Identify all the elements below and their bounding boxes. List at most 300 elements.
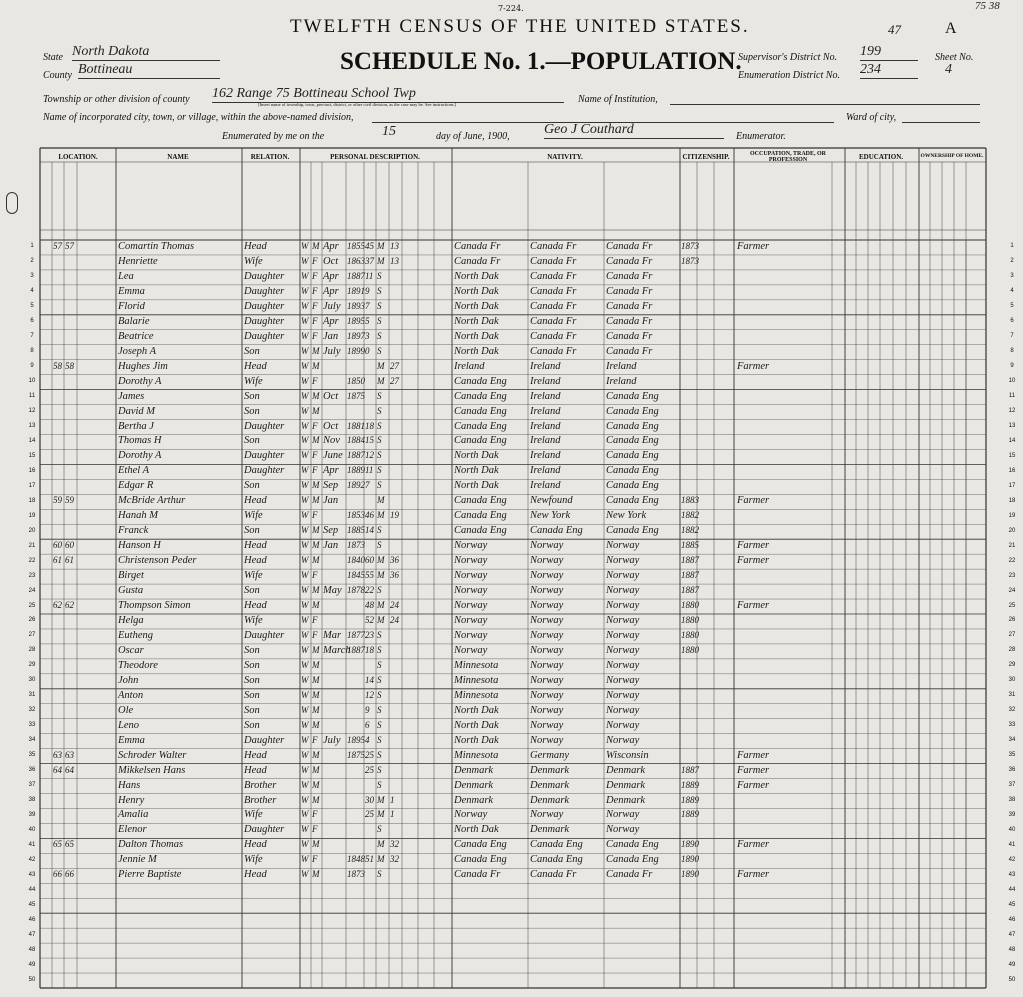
cell-b2: Norway xyxy=(530,540,564,552)
row-number: 50 xyxy=(28,976,36,983)
cell-year: 1887 xyxy=(347,644,365,655)
cell-b3: Canada Fr xyxy=(606,869,653,881)
cell-b2: Denmark xyxy=(530,824,570,836)
row-number: 21 xyxy=(1008,542,1016,549)
cell-color: W xyxy=(301,585,309,596)
cell-yrs: 19 xyxy=(390,510,399,521)
cell-month: Jan xyxy=(323,495,339,507)
cell-b1: Norway xyxy=(454,629,488,641)
cell-age: 5 xyxy=(365,315,370,326)
cell-b2: Norway xyxy=(530,674,564,686)
cell-b1: North Dak xyxy=(454,345,499,357)
cell-b3: Canada Eng xyxy=(606,420,659,432)
cell-b2: Ireland xyxy=(530,360,561,372)
cell-color: W xyxy=(301,749,309,760)
cell-color: W xyxy=(301,255,309,266)
cell-sex: M xyxy=(312,674,320,685)
cell-b1: North Dak xyxy=(454,734,499,746)
cell-dw: 57 xyxy=(53,241,62,251)
cell-rel: Wife xyxy=(244,375,263,387)
cell-b3: Denmark xyxy=(606,794,646,806)
row-number: 45 xyxy=(1008,901,1016,908)
cell-rel: Brother xyxy=(244,779,277,791)
supervisor-label: Supervisor's District No. xyxy=(738,52,838,63)
cell-sex: M xyxy=(312,555,320,566)
row-number: 4 xyxy=(1010,288,1014,295)
cell-b1: Canada Eng xyxy=(454,525,507,537)
cell-yrs: 13 xyxy=(390,255,399,266)
form-number: 7-224. xyxy=(498,4,524,13)
row-number: 17 xyxy=(28,482,36,489)
cell-name: David M xyxy=(118,405,156,417)
corner-number: 47 xyxy=(888,22,901,37)
row-number: 49 xyxy=(1008,961,1016,968)
cell-color: W xyxy=(301,241,309,251)
cell-sex: M xyxy=(312,644,320,655)
cell-sex: M xyxy=(312,659,320,670)
cell-sex: M xyxy=(312,585,320,596)
cell-fam: 66 xyxy=(65,869,74,880)
cell-age: 0 xyxy=(365,345,370,356)
cell-color: W xyxy=(301,809,309,820)
cell-rel: Son xyxy=(244,704,260,716)
cell-b3: Canada Eng xyxy=(606,525,659,537)
cell-b2: Norway xyxy=(530,600,564,612)
cell-rel: Daughter xyxy=(244,420,285,432)
cell-mar: M xyxy=(377,241,385,251)
row-number: 29 xyxy=(1008,662,1016,669)
cell-color: W xyxy=(301,600,309,611)
cell-b2: Canada Fr xyxy=(530,330,577,342)
cell-yrs: 36 xyxy=(390,570,399,581)
cell-year: 1892 xyxy=(347,480,365,491)
cell-color: W xyxy=(301,360,309,371)
row-number: 42 xyxy=(1008,856,1016,863)
cell-b2: Ireland xyxy=(530,465,561,477)
cell-rel: Wife xyxy=(244,255,263,267)
cell-mar: S xyxy=(377,659,382,670)
cell-sex: F xyxy=(312,255,318,266)
cell-mar: M xyxy=(377,570,385,581)
cell-month: July xyxy=(323,734,341,746)
cell-b2: Norway xyxy=(530,585,564,597)
cell-imm: 1882 xyxy=(681,510,699,521)
cell-rel: Head xyxy=(244,839,267,851)
cell-rel: Head xyxy=(244,540,267,552)
cell-age: 22 xyxy=(365,585,374,596)
cell-occ: Farmer xyxy=(737,600,770,612)
cell-b2: Norway xyxy=(530,719,564,731)
cell-name: Schroder Walter xyxy=(118,749,187,761)
cell-fam: 63 xyxy=(65,749,74,760)
row-number: 35 xyxy=(1008,752,1016,759)
cell-color: W xyxy=(301,510,309,521)
cell-age: 45 xyxy=(365,241,374,251)
cell-b2: Denmark xyxy=(530,764,570,776)
row-number: 19 xyxy=(1008,512,1016,519)
row-number: 48 xyxy=(28,946,36,953)
enumerator-label: Enumerator. xyxy=(736,131,786,142)
cell-b2: Ireland xyxy=(530,420,561,432)
row-number: 11 xyxy=(1008,393,1016,400)
cell-sex: F xyxy=(312,809,318,820)
cell-name: Dorothy A xyxy=(118,375,162,387)
cell-age: 7 xyxy=(365,300,370,311)
cell-age: 51 xyxy=(365,854,374,865)
row-number: 11 xyxy=(28,393,36,400)
cell-year: 1887 xyxy=(347,270,365,281)
cell-sex: F xyxy=(312,420,318,431)
cell-age: 14 xyxy=(365,525,374,536)
cell-name: Comartin Thomas xyxy=(118,241,195,252)
enumeration-label: Enumeration District No. xyxy=(738,70,840,81)
cell-mar: S xyxy=(377,285,382,296)
cell-fam: 64 xyxy=(65,764,74,775)
row-number: 13 xyxy=(28,423,36,429)
row-number: 22 xyxy=(1008,557,1016,564)
cell-b1: North Dak xyxy=(454,285,499,297)
cell-age: 6 xyxy=(365,719,370,730)
cell-fam: 61 xyxy=(65,555,74,566)
cell-month: Apr xyxy=(323,285,339,297)
cell-imm: 1890 xyxy=(681,854,699,865)
cell-b1: Norway xyxy=(454,600,488,612)
institution-label: Name of Institution, xyxy=(578,94,658,105)
header-citizenship: CITIZENSHIP. xyxy=(682,153,730,161)
cell-name: Hans xyxy=(118,779,141,791)
cell-b1: Minnesota xyxy=(454,674,499,686)
cell-name: Lea xyxy=(118,270,134,282)
cell-name: Henriette xyxy=(118,255,158,267)
cell-b1: North Dak xyxy=(454,300,499,312)
cell-b3: Norway xyxy=(606,600,640,612)
cell-month: Mar xyxy=(323,629,342,641)
cell-year: 1895 xyxy=(347,734,365,745)
cell-mar: M xyxy=(377,495,385,506)
cell-b3: Canada Fr xyxy=(606,330,653,342)
cell-b1: North Dak xyxy=(454,704,499,716)
cell-yrs: 27 xyxy=(390,375,399,386)
cell-age: 7 xyxy=(365,480,370,491)
row-number: 21 xyxy=(28,542,36,549)
cell-color: W xyxy=(301,390,309,401)
cell-mar: S xyxy=(377,674,382,685)
cell-mar: S xyxy=(377,420,382,431)
cell-sex: M xyxy=(312,495,320,506)
row-number: 4 xyxy=(30,288,34,295)
cell-b2: Canada Fr xyxy=(530,270,577,282)
cell-year: 1885 xyxy=(347,525,365,536)
cell-b2: Ireland xyxy=(530,435,561,447)
cell-b1: Canada Fr xyxy=(454,241,501,252)
cell-year: 1855 xyxy=(347,241,365,251)
cell-name: Dorothy A xyxy=(118,450,162,462)
cell-age: 11 xyxy=(365,465,374,476)
cell-imm: 1883 xyxy=(681,495,699,506)
cell-month: Apr xyxy=(323,270,339,282)
cell-b3: Wisconsin xyxy=(606,749,649,761)
cell-sex: F xyxy=(312,615,318,625)
cell-b2: Ireland xyxy=(530,390,561,402)
cell-b2: Canada Eng xyxy=(530,525,583,537)
cell-age: 52 xyxy=(365,615,374,625)
cell-name: Amalia xyxy=(118,809,149,821)
cell-year: 1873 xyxy=(347,540,365,551)
cell-mar: S xyxy=(377,525,382,536)
cell-color: W xyxy=(301,764,309,775)
row-number: 47 xyxy=(1008,931,1016,938)
cell-month: Apr xyxy=(323,315,339,327)
cell-name: Ole xyxy=(118,704,134,716)
row-number: 6 xyxy=(1010,318,1014,325)
cell-color: W xyxy=(301,435,309,446)
header-ownership: OWNERSHIP OF HOME. xyxy=(920,153,984,159)
row-number: 17 xyxy=(1008,482,1016,489)
cell-imm: 1873 xyxy=(681,255,699,266)
row-number: 24 xyxy=(1008,587,1016,594)
cell-occ: Farmer xyxy=(737,555,770,567)
cell-b2: New York xyxy=(530,510,571,522)
cell-rel: Wife xyxy=(244,615,263,626)
cell-yrs: 13 xyxy=(390,241,399,251)
row-number: 16 xyxy=(28,467,36,474)
cell-fam: 60 xyxy=(65,540,74,551)
state-label: State xyxy=(43,52,63,63)
cell-yrs: 24 xyxy=(390,615,399,625)
cell-dw: 60 xyxy=(53,540,62,551)
cell-color: W xyxy=(301,734,309,745)
cell-age: 30 xyxy=(365,794,374,805)
cell-b2: Canada Fr xyxy=(530,241,577,252)
cell-b2: Ireland xyxy=(530,480,561,492)
row-number: 3 xyxy=(30,273,34,280)
corner-letter: A xyxy=(945,20,957,37)
cell-rel: Son xyxy=(244,674,260,686)
cell-age: 3 xyxy=(365,330,370,341)
cell-rel: Wife xyxy=(244,809,263,821)
cell-name: Emma xyxy=(118,285,145,297)
row-number: 31 xyxy=(1008,692,1016,699)
cell-b3: Canada Eng xyxy=(606,450,659,462)
cell-age: 18 xyxy=(365,644,374,655)
row-number: 22 xyxy=(28,557,36,564)
cell-b1: North Dak xyxy=(454,270,499,282)
cell-b3: Norway xyxy=(606,674,640,686)
cell-dw: 65 xyxy=(53,839,62,850)
row-number: 37 xyxy=(1008,782,1016,789)
row-number: 7 xyxy=(30,333,34,340)
cell-b2: Denmark xyxy=(530,779,570,791)
cell-age: 46 xyxy=(365,510,374,521)
cell-color: W xyxy=(301,869,309,880)
cell-mar: M xyxy=(377,615,385,625)
header-occupation: OCCUPATION, TRADE, OR PROFESSION xyxy=(749,151,826,163)
cell-fam: 62 xyxy=(65,600,74,611)
row-number: 9 xyxy=(1010,363,1014,370)
supervisor-value: 199 xyxy=(860,44,918,61)
cell-mar: S xyxy=(377,345,382,356)
cell-b1: Norway xyxy=(454,570,488,582)
cell-b3: Norway xyxy=(606,824,640,836)
cell-b2: Norway xyxy=(530,704,564,716)
cell-dw: 59 xyxy=(53,495,62,506)
cell-b1: Minnesota xyxy=(454,659,499,671)
cell-dw: 58 xyxy=(53,360,62,371)
cell-b1: Canada Eng xyxy=(454,405,507,417)
cell-b2: Canada Fr xyxy=(530,315,577,327)
cell-name: John xyxy=(118,674,139,686)
cell-year: 1891 xyxy=(347,285,365,296)
cell-occ: Farmer xyxy=(737,869,770,881)
cell-b1: Ireland xyxy=(454,360,485,372)
cell-b1: Minnesota xyxy=(454,689,499,701)
sheet-value: 4 xyxy=(945,62,952,77)
cell-name: Elenor xyxy=(118,824,147,836)
cell-rel: Head xyxy=(244,495,267,507)
cell-rel: Daughter xyxy=(244,629,285,641)
cell-sex: F xyxy=(312,570,318,581)
cell-b2: Ireland xyxy=(530,405,561,417)
cell-color: W xyxy=(301,794,309,805)
state-value: North Dakota xyxy=(72,44,220,61)
row-number: 5 xyxy=(1010,303,1014,310)
cell-age: 9 xyxy=(365,704,370,715)
cell-name: Edgar R xyxy=(118,480,154,492)
cell-sex: F xyxy=(312,315,318,326)
cell-sex: M xyxy=(312,480,320,491)
cell-yrs: 1 xyxy=(390,809,395,820)
cell-color: W xyxy=(301,285,309,296)
row-number: 20 xyxy=(28,527,36,534)
enumerated-day: 15 xyxy=(382,124,396,139)
cell-imm: 1882 xyxy=(681,525,699,536)
cell-month: Oct xyxy=(323,390,339,402)
row-number: 20 xyxy=(1008,527,1016,534)
cell-rel: Son xyxy=(244,659,260,671)
row-number: 15 xyxy=(1008,452,1016,459)
cell-sex: M xyxy=(312,764,320,775)
cell-sex: M xyxy=(312,779,320,790)
cell-b3: Norway xyxy=(606,704,640,716)
cell-name: Thompson Simon xyxy=(118,600,191,612)
cell-b3: Norway xyxy=(606,719,640,731)
cell-imm: 1880 xyxy=(681,629,699,640)
cell-b1: Denmark xyxy=(454,764,494,776)
cell-name: Gusta xyxy=(118,585,144,597)
cell-year: 1881 xyxy=(347,420,365,431)
row-number: 34 xyxy=(1008,737,1016,744)
cell-color: W xyxy=(301,465,309,476)
cell-mar: S xyxy=(377,824,382,835)
cell-b3: Canada Eng xyxy=(606,839,659,851)
cell-b3: Norway xyxy=(606,734,640,746)
cell-b3: Canada Eng xyxy=(606,405,659,417)
cell-mar: M xyxy=(377,839,385,850)
cell-color: W xyxy=(301,525,309,536)
cell-age: 9 xyxy=(365,285,370,296)
cell-name: Florid xyxy=(118,300,145,312)
cell-imm: 1880 xyxy=(681,600,699,611)
cell-color: W xyxy=(301,405,309,416)
row-number: 14 xyxy=(1008,437,1016,444)
row-number: 49 xyxy=(28,961,36,968)
cell-year: 1877 xyxy=(347,629,365,640)
row-number: 36 xyxy=(1008,767,1016,774)
cell-year: 1884 xyxy=(347,435,365,446)
cell-sex: M xyxy=(312,390,320,401)
cell-b1: Canada Eng xyxy=(454,854,507,866)
cell-occ: Farmer xyxy=(737,360,770,372)
cell-color: W xyxy=(301,839,309,850)
cell-fam: 58 xyxy=(65,360,74,371)
cell-color: W xyxy=(301,674,309,685)
township-label: Township or other division of county xyxy=(43,94,190,105)
row-number: 35 xyxy=(28,752,36,759)
row-number: 14 xyxy=(28,437,36,444)
cell-color: W xyxy=(301,300,309,311)
header-personal: PERSONAL DESCRIPTION. xyxy=(330,153,420,161)
corner-stamp: 75 38 xyxy=(975,0,1000,12)
cell-b1: Norway xyxy=(454,585,488,597)
cell-name: Helga xyxy=(118,615,144,626)
cell-sex: M xyxy=(312,405,320,416)
cell-color: W xyxy=(301,540,309,551)
cell-sex: M xyxy=(312,360,320,371)
cell-b3: Canada Fr xyxy=(606,255,653,267)
row-number: 26 xyxy=(28,617,36,624)
cell-sex: M xyxy=(312,689,320,700)
cell-b2: Canada Eng xyxy=(530,839,583,851)
cell-b1: Canada Eng xyxy=(454,435,507,447)
row-number: 2 xyxy=(1010,258,1014,265)
cell-b2: Norway xyxy=(530,615,564,626)
cell-b2: Ireland xyxy=(530,450,561,462)
row-number: 38 xyxy=(28,797,36,803)
cell-b1: North Dak xyxy=(454,330,499,342)
row-number: 31 xyxy=(28,692,36,699)
cell-mar: M xyxy=(377,854,385,865)
cell-b3: Canada Eng xyxy=(606,495,659,507)
cell-b3: Norway xyxy=(606,629,640,641)
cell-month: June xyxy=(323,450,343,462)
cell-b2: Newfound xyxy=(530,495,573,507)
cell-b3: Norway xyxy=(606,585,640,597)
row-number: 27 xyxy=(28,632,36,639)
cell-sex: F xyxy=(312,330,318,341)
cell-sex: F xyxy=(312,285,318,296)
cell-fam: 57 xyxy=(65,241,74,251)
cell-color: W xyxy=(301,644,309,655)
cell-b1: North Dak xyxy=(454,465,499,477)
cell-name: Hughes Jim xyxy=(118,360,168,372)
cell-b2: Norway xyxy=(530,644,564,656)
cell-b1: Canada Eng xyxy=(454,420,507,432)
cell-age: 23 xyxy=(365,629,374,640)
cell-name: Hanson H xyxy=(118,540,161,552)
cell-mar: S xyxy=(377,390,382,401)
cell-year: 1897 xyxy=(347,330,365,341)
cell-color: W xyxy=(301,659,309,670)
cell-b1: North Dak xyxy=(454,824,499,836)
cell-yrs: 27 xyxy=(390,360,399,371)
cell-sex: M xyxy=(312,540,320,551)
header-education: EDUCATION. xyxy=(858,153,903,161)
cell-name: Anton xyxy=(118,689,144,701)
row-number: 39 xyxy=(1008,811,1016,818)
cell-name: Pierre Baptiste xyxy=(118,869,182,881)
row-number: 43 xyxy=(1008,871,1016,878)
cell-rel: Daughter xyxy=(244,330,285,342)
